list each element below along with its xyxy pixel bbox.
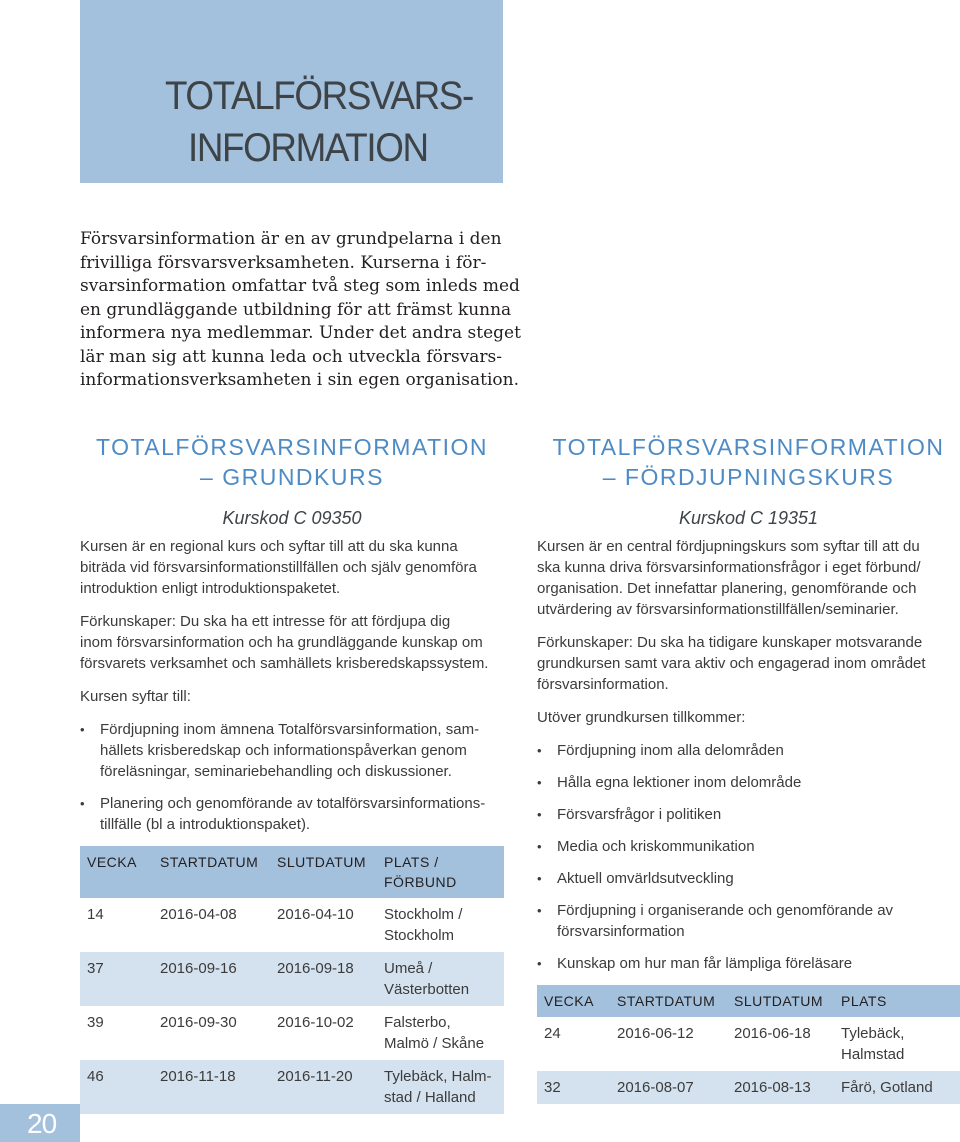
header-line: FÖRBUND <box>384 874 457 890</box>
table-row <box>80 1006 504 1060</box>
text-line: stad / Halland <box>384 1089 476 1106</box>
cell-week: 14 <box>87 906 104 923</box>
course-basic-title <box>80 432 504 492</box>
header-line: PLATS / <box>384 854 439 870</box>
cell-end: 2016-11-20 <box>270 1060 377 1114</box>
intro-line: frivilliga försvarsverksamheten. Kurserna i för- <box>80 252 487 273</box>
table-row <box>537 1017 960 1071</box>
course-basic-title-line2: – GRUNDKURS <box>200 464 384 490</box>
column-header-end: SLUTDATUM <box>270 846 377 898</box>
cell-week: 46 <box>80 1060 153 1114</box>
text-line: Tylebäck, Halm- <box>384 1068 492 1085</box>
table-row <box>80 952 504 1006</box>
cell-end: 2016-09-18 <box>270 952 377 1006</box>
page-number-box <box>0 1104 80 1142</box>
column-header-end: SLUTDATUM <box>727 985 834 1017</box>
text-line: försvarets verksamhet och samhällets krisberedskapssystem. <box>80 655 489 672</box>
text-line: Stockholm <box>384 927 455 944</box>
cell-place <box>377 1006 504 1060</box>
course-basic-description <box>80 536 504 599</box>
column-header-place <box>377 846 504 898</box>
column-header-place: PLATS <box>834 985 960 1017</box>
list-item <box>537 953 960 974</box>
text-line: • Media och kriskommunikation <box>557 838 755 855</box>
cell-start: 2016-08-07 <box>610 1071 727 1104</box>
course-advanced-additions-heading: Utöver grundkursen tillkommer: <box>537 709 746 726</box>
list-item <box>537 900 960 942</box>
course-advanced <box>537 432 960 1104</box>
course-advanced-title-line2: – FÖRDJUPNINGSKURS <box>602 464 895 490</box>
column-header-week: VECKA <box>80 846 153 898</box>
text-line: Falsterbo, <box>384 1014 451 1031</box>
cell-place <box>377 1060 504 1114</box>
cell-end: 2016-04-10 <box>277 906 354 923</box>
text-line: Tylebäck, <box>841 1025 905 1042</box>
text-line: Kursen är en regional kurs och syftar till att du ska kunna <box>80 538 458 555</box>
list-item <box>537 836 960 857</box>
text-line: • Hålla egna lektioner inom delområde <box>557 774 802 791</box>
text-line: • Försvarsfrågor i politiken <box>557 806 722 823</box>
intro-line: Försvarsinformation är en av grundpelarna i den <box>80 229 502 249</box>
text-line: föreläsningar, seminariebehandling och diskussioner. <box>100 763 452 780</box>
text-line: Halmstad <box>841 1046 905 1063</box>
cell-week: 37 <box>80 952 153 1006</box>
course-basic-prerequisites <box>80 611 504 674</box>
table-header-row <box>80 846 504 898</box>
text-line: Umeå / <box>384 960 433 977</box>
title-box <box>80 0 503 183</box>
text-line: • Fördjupning inom alla delområden <box>557 742 784 759</box>
text-line: biträda vid försvarsinformationstillfällen och själv genomföra <box>80 559 477 576</box>
text-line: hällets krisberedskap och informationspåverkan genom <box>100 742 467 759</box>
text-line: • Planering och genomförande av totalförsvarsinformations- <box>100 795 486 812</box>
intro-line: lär man sig att kunna leda och utveckla försvars- <box>80 346 503 367</box>
table-header-row <box>537 985 960 1017</box>
cell-place <box>377 898 504 952</box>
list-item <box>80 793 504 835</box>
cell-start: 2016-06-12 <box>617 1025 694 1042</box>
list-item <box>80 719 504 782</box>
page-title-line1: TOTALFÖRSVARS- <box>165 74 473 118</box>
text-line: Förkunskaper: Du ska ha tidigare kunskaper motsvarande <box>537 634 923 651</box>
course-basic-aims-list <box>80 719 504 835</box>
course-basic-aims-heading: Kursen syftar till: <box>80 688 191 705</box>
text-line: Västerbotten <box>384 981 470 998</box>
course-advanced-title-line1: TOTALFÖRSVARSINFORMATION <box>552 434 945 460</box>
list-item <box>537 740 960 761</box>
course-advanced-prerequisites <box>537 632 960 695</box>
column-header-week: VECKA <box>537 985 610 1017</box>
text-line: introduktion enligt introduktionspaketet. <box>80 580 341 597</box>
course-advanced-title <box>537 432 960 492</box>
text-line: • Kunskap om hur man får lämpliga föreläsare <box>557 955 853 972</box>
intro-line: svarsinformation omfattar två steg som inleds med <box>80 276 520 296</box>
list-item <box>537 772 960 793</box>
text-line: utvärdering av försvarsinformationstillfällen/seminarier. <box>537 601 899 618</box>
course-basic-schedule-table <box>80 846 504 1114</box>
intro-paragraph <box>80 228 520 393</box>
cell-place: Fårö, Gotland <box>834 1071 960 1104</box>
intro-line: informera nya medlemmar. Under det andra steget <box>80 323 521 343</box>
text-line: Stockholm / <box>384 906 463 923</box>
cell-start: 2016-09-16 <box>153 952 270 1006</box>
cell-start: 2016-04-08 <box>160 906 237 923</box>
text-line: organisation. Det innefattar planering, genomförande och <box>537 580 917 597</box>
course-advanced-code: Kurskod C 19351 <box>678 508 819 528</box>
cell-place <box>834 1017 960 1071</box>
cell-end: 2016-06-18 <box>734 1025 811 1042</box>
page-title-line2: INFORMATION <box>188 126 428 170</box>
page-title <box>165 70 473 174</box>
text-line: ska kunna driva försvarsinformationsfrågor i eget förbund/ <box>537 559 921 576</box>
cell-start: 2016-09-30 <box>160 1014 237 1031</box>
column-header-start: STARTDATUM <box>153 846 270 898</box>
text-line: grundkursen samt vara aktiv och engagerad inom området <box>537 655 926 672</box>
intro-line: informationsverksamheten i sin egen organisation. <box>80 370 519 390</box>
text-line: försvarsinformation <box>557 923 685 940</box>
text-line: inom försvarsinformation och ha grundläggande kunskap om <box>80 634 483 651</box>
cell-week: 39 <box>87 1014 104 1031</box>
table-row <box>80 898 504 952</box>
cell-week: 24 <box>544 1025 561 1042</box>
list-item <box>537 868 960 889</box>
table-row <box>537 1071 960 1104</box>
text-line: tillfälle (bl a introduktionspaket). <box>100 816 311 833</box>
course-advanced-schedule-table <box>537 985 960 1104</box>
text-line: • Fördjupning inom ämnena Totalförsvarsinformation, sam- <box>100 721 480 738</box>
course-basic <box>80 432 504 1114</box>
cell-week: 32 <box>537 1071 610 1104</box>
course-basic-code: Kurskod C 09350 <box>222 508 362 528</box>
course-basic-title-line1: TOTALFÖRSVARSINFORMATION <box>95 434 489 460</box>
cell-end: 2016-10-02 <box>277 1014 354 1031</box>
intro-line: en grundläggande utbildning för att främst kunna <box>80 299 512 320</box>
cell-start: 2016-11-18 <box>153 1060 270 1114</box>
text-line: Förkunskaper: Du ska ha ett intresse för att fördjupa dig <box>80 613 451 630</box>
list-item <box>537 804 960 825</box>
text-line: försvarsinformation. <box>537 676 669 693</box>
text-line: • Fördjupning i organiserande och genomförande av <box>557 902 894 919</box>
text-line: Malmö / Skåne <box>384 1035 485 1052</box>
page-number: 20 <box>27 1108 57 1139</box>
cell-place <box>377 952 504 1006</box>
text-line: • Aktuell omvärldsutveckling <box>557 870 734 887</box>
course-advanced-additions-list <box>537 740 960 974</box>
course-advanced-description <box>537 536 960 620</box>
column-header-start: STARTDATUM <box>610 985 727 1017</box>
table-row <box>80 1060 504 1114</box>
text-line: Kursen är en central fördjupningskurs som syftar till att du <box>537 538 920 555</box>
cell-end: 2016-08-13 <box>727 1071 834 1104</box>
